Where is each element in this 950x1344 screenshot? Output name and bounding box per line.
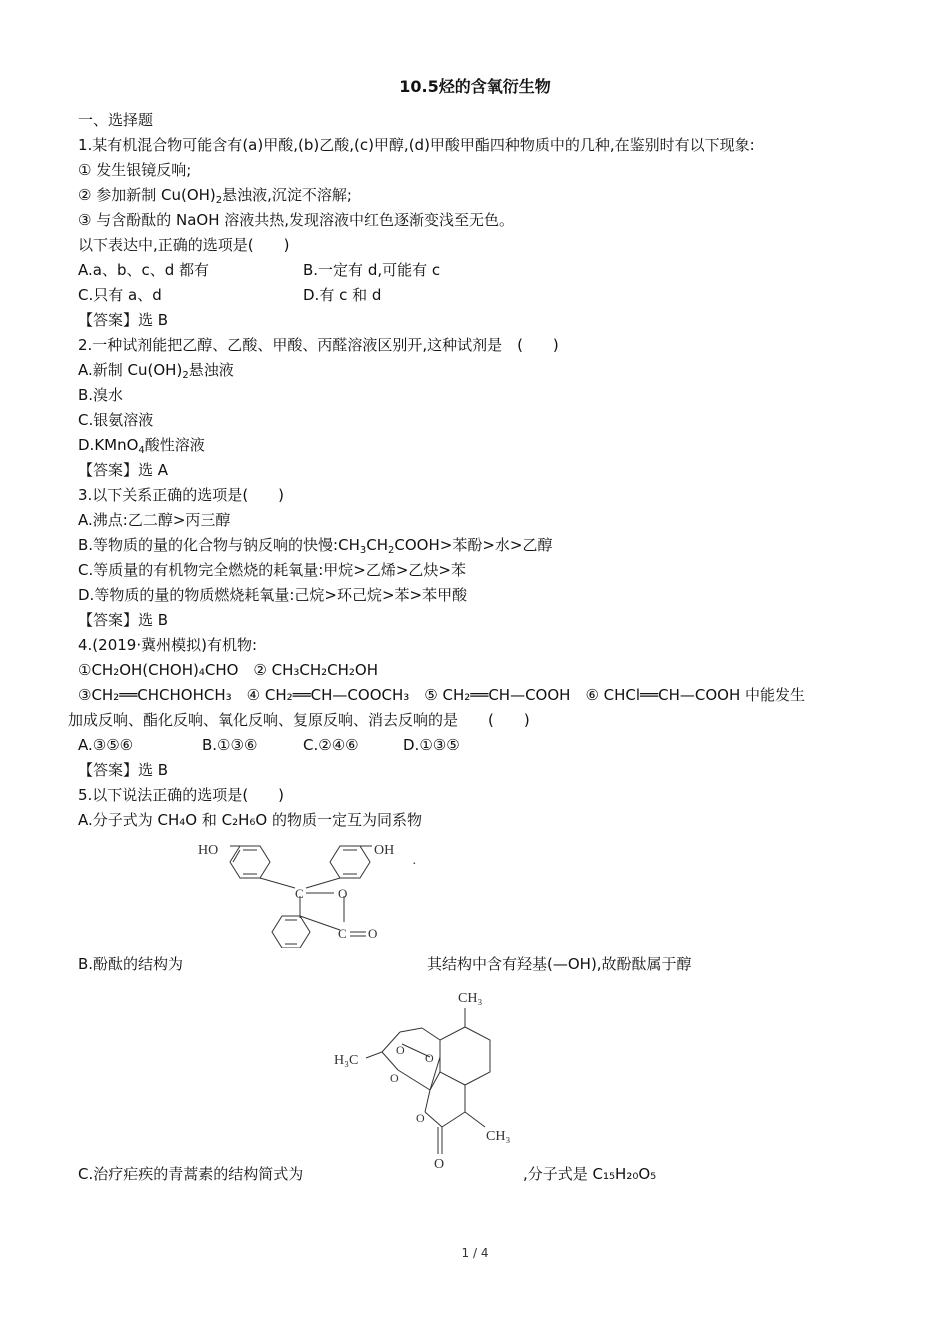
q4-option-d: D.①③⑤	[403, 736, 460, 754]
oh-label: OH	[374, 843, 395, 858]
q5-option-b-left: B.酚酞的结构为	[78, 955, 184, 973]
ch3-right-label: CH₃	[486, 1129, 511, 1144]
q4-compounds-1: ①CH₂OH(CHOH)₄CHO ② CH₃CH₂CH₂OH	[78, 661, 379, 679]
q1-answer: 【答案】选 B	[78, 311, 169, 329]
q2-option-c: C.银氨溶液	[78, 411, 154, 429]
q1-option-b: B.一定有 d,可能有 c	[303, 261, 441, 279]
q3-option-b: B.等物质的量的化合物与钠反响的快慢$:CH_3CH_2COOH>$苯酚>水>乙醇	[78, 536, 553, 556]
ring-o3-label: O	[390, 1071, 399, 1085]
q5-option-b-right: 其结构中含有羟基(—OH),故酚酞属于醇	[427, 955, 692, 973]
peroxide-o1-label: O	[396, 1043, 405, 1057]
dot-mark: ·	[412, 857, 417, 872]
page-number: 1 / 4	[461, 1246, 489, 1260]
q4-stem: 4.(2019·冀州模拟)有机物:	[78, 636, 258, 654]
q2-stem: 2.一种试剂能把乙醇、乙酸、甲酸、丙醛溶液区别开,这种试剂是 ( )	[78, 336, 559, 354]
q5-option-c-left: C.治疗疟疾的青蒿素的结构简式为	[78, 1165, 304, 1183]
q4-compounds-2: ③CH₂══CHCHOHCH₃ ④ CH₂══CH—COOCH₃ ⑤ CH₂══CH—COOH ⑥ CHCl══CH—COOH 中能发生	[78, 686, 806, 704]
q2-option-d: D.KMnO$_4$酸性溶液	[78, 436, 205, 456]
q1-stem: 1.某有机混合物可能含有(a)甲酸,(b)乙酸,(c)甲醇,(d)甲酸甲酯四种物质中的几种,在鉴别时有以下现象:	[78, 136, 755, 154]
section-heading: 一、选择题	[78, 111, 154, 129]
q3-answer: 【答案】选 B	[78, 611, 169, 629]
q2-option-a: A.新制 $Cu(OH)_2$悬浊液	[78, 361, 234, 381]
carbonyl-oxygen-label: O	[368, 926, 378, 941]
q5-option-c-right: ,分子式是 C₁₅H₂₀O₅	[523, 1165, 657, 1183]
q3-stem: 3.以下关系正确的选项是( )	[78, 486, 285, 504]
ring-oxygen-label: O	[338, 886, 348, 901]
q4-answer: 【答案】选 B	[78, 761, 169, 779]
q2-answer: 【答案】选 A	[78, 461, 169, 479]
artemisinin-structure	[330, 982, 530, 1172]
h3c-left-label: H₃C	[334, 1053, 359, 1068]
q1-option-c: C.只有 a、d	[78, 286, 162, 304]
q3-option-a: A.沸点:乙二醇>丙三醇	[78, 511, 231, 529]
q1-observation-1: ① 发生银镜反响;	[78, 161, 192, 179]
central-carbon-label: C	[295, 886, 304, 901]
ch3-top-label: CH₃	[458, 991, 483, 1006]
q3-option-c: C.等质量的有机物完全燃烧的耗氧量:甲烷>乙烯>乙炔>苯	[78, 561, 467, 579]
phenolphthalein-structure	[190, 836, 430, 948]
q2-option-b: B.溴水	[78, 386, 124, 404]
q5-stem: 5.以下说法正确的选项是( )	[78, 786, 285, 804]
q5-option-a: A.分子式为 CH₄O 和 C₂H₆O 的物质一定互为同系物	[78, 811, 422, 829]
q1-question: 以下表达中,正确的选项是( )	[78, 236, 290, 254]
carbonyl-o-label: O	[434, 1157, 445, 1172]
q1-option-d: D.有 c 和 d	[303, 286, 382, 304]
q1-option-a: A.a、b、c、d 都有	[78, 261, 210, 279]
peroxide-o2-label: O	[425, 1051, 434, 1065]
q1-observation-2: ② 参加新制 $Cu(OH)_2$悬浊液,沉淀不溶解;	[78, 186, 352, 206]
q3-option-d: D.等物质的量的物质燃烧耗氧量:己烷>环己烷>苯>苯甲酸	[78, 586, 468, 604]
carbonyl-carbon-label: C	[338, 926, 347, 941]
page-title: 10.5烃的含氧衍生物	[399, 77, 551, 96]
q4-option-b: B.①③⑥	[202, 736, 258, 754]
ring-o4-label: O	[416, 1111, 425, 1125]
ho-label: HO	[198, 843, 219, 858]
q4-option-a: A.③⑤⑥	[78, 736, 134, 754]
q4-question: 加成反响、酯化反响、氧化反响、复原反响、消去反响的是 ( )	[68, 711, 530, 729]
q1-observation-3: ③ 与含酚酞的 NaOH 溶液共热,发现溶液中红色逐渐变浅至无色。	[78, 211, 515, 229]
q4-option-c: C.②④⑥	[303, 736, 359, 754]
